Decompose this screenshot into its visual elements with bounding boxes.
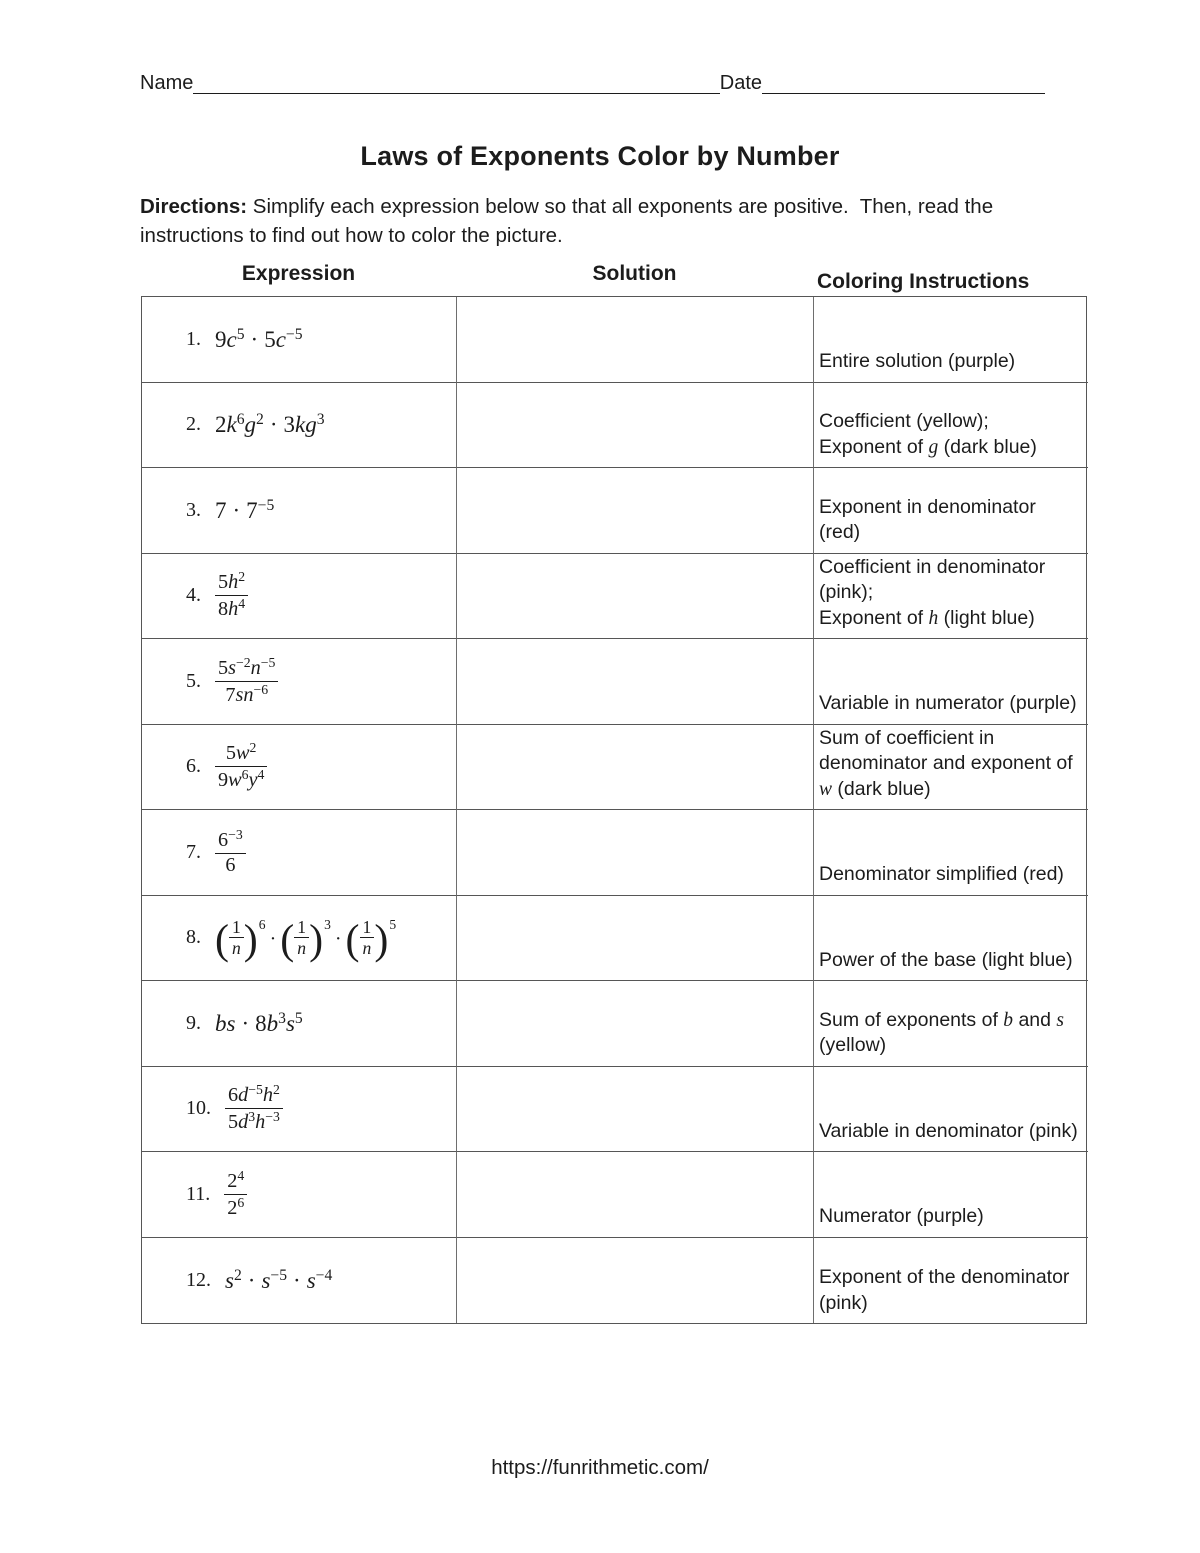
fraction-numerator [215, 655, 278, 681]
problem-number: 12. [186, 1268, 211, 1291]
parenthesized-group [345, 916, 397, 963]
expression-cell [142, 383, 457, 469]
expression-cell [142, 810, 457, 896]
exponent: 2 [256, 411, 264, 429]
exponent: −4 [315, 1266, 333, 1284]
worksheet-table [141, 296, 1087, 1324]
text-run: (dark blue) [938, 435, 1037, 458]
fraction-numerator [215, 569, 248, 595]
expression-math [215, 740, 267, 793]
exponent: 6 [236, 411, 245, 429]
directions [140, 192, 1050, 250]
italic-variable: c [275, 326, 286, 352]
fraction-denominator [215, 595, 248, 622]
italic-variable: s [261, 1267, 271, 1293]
problem-number: 6. [186, 755, 201, 778]
text-run: Exponent of [819, 606, 929, 629]
italic-variable: b [1003, 1009, 1014, 1031]
text-run: 5 [218, 656, 229, 679]
exponent: 2 [233, 1266, 242, 1284]
exponent: −3 [265, 1109, 280, 1125]
footer-url: https://funrithmetic.com/ [491, 1456, 709, 1479]
multiplication-dot: · [247, 1267, 256, 1293]
problem-number: 1. [186, 327, 201, 350]
text-run: 6 [218, 828, 229, 851]
italic-variable: n [243, 683, 254, 706]
expression-math [215, 569, 248, 622]
text-run: 8 [218, 598, 229, 621]
fraction-denominator [215, 681, 278, 708]
fraction [224, 1168, 247, 1221]
expression-math [225, 1267, 332, 1294]
text-run: 5 [218, 571, 229, 594]
coloring-instruction-cell [814, 297, 1088, 383]
text-run: 7 [246, 497, 258, 523]
exponent: 3 [316, 411, 325, 429]
text-run: Coefficient (yellow); [819, 410, 989, 433]
fraction-numerator [224, 1168, 247, 1194]
text-run: Denominator simplified (red) [819, 863, 1064, 886]
fraction-numerator [215, 827, 246, 853]
coloring-instruction-cell [814, 896, 1088, 982]
solution-cell [457, 383, 814, 469]
parenthesized-group [280, 916, 331, 963]
exponent: −3 [228, 826, 243, 842]
fraction-denominator [360, 937, 375, 959]
text-run: Exponent of the denominator (pink) [819, 1266, 1070, 1314]
text-run: Variable in numerator (purple) [819, 692, 1077, 715]
name-blank-line [193, 84, 719, 94]
page-title: Laws of Exponents Color by Number [360, 141, 840, 171]
expression-cell [142, 725, 457, 811]
exponent: 2 [238, 569, 246, 585]
parenthesized-group [215, 916, 266, 963]
fraction-numerator [360, 917, 375, 938]
problem-number: 2. [186, 413, 201, 436]
exponent: 6 [237, 1194, 245, 1210]
expression-math [215, 497, 274, 524]
coloring-instruction-text [819, 1265, 1080, 1316]
multiplication-dot: · [269, 412, 278, 438]
expression-cell [142, 639, 457, 725]
italic-variable: b [215, 1010, 227, 1036]
italic-variable: n [297, 938, 307, 959]
coloring-instruction-cell [814, 725, 1088, 811]
group-exponent: 3 [324, 916, 331, 932]
right-paren: ) [309, 916, 324, 963]
exponent: 4 [257, 767, 265, 783]
solution-cell [457, 1067, 814, 1153]
expression-math [225, 1082, 283, 1135]
italic-variable: s [306, 1267, 316, 1293]
fraction-denominator [215, 853, 246, 878]
group-exponent: 6 [258, 916, 266, 932]
italic-variable: g [244, 412, 257, 438]
italic-variable: h [228, 598, 239, 621]
coloring-instruction-cell [814, 383, 1088, 469]
coloring-instruction-text [819, 1008, 1080, 1059]
coloring-instruction-text [819, 691, 1077, 716]
problem-number: 4. [186, 584, 201, 607]
expression-cell [142, 981, 457, 1067]
solution-cell [457, 1238, 814, 1324]
text-run: Sum of coefficient in denominator and exponent of [819, 726, 1073, 775]
italic-variable: k [226, 412, 237, 438]
fraction-denominator [225, 1108, 283, 1135]
solution-cell [457, 725, 814, 811]
fraction [229, 917, 244, 960]
italic-variable: g [928, 436, 939, 458]
expression-cell [142, 1238, 457, 1324]
italic-variable: s [228, 656, 236, 679]
solution-cell [457, 896, 814, 982]
expression-math [215, 326, 303, 353]
italic-variable: c [226, 326, 237, 352]
coloring-instruction-cell [814, 554, 1088, 640]
text-run: (yellow) [819, 1034, 887, 1057]
directions-line1: Simplify each expression below so that all exponents are positive. Then, read the [247, 195, 994, 218]
italic-variable: b [266, 1010, 279, 1036]
fraction-numerator [229, 917, 244, 938]
text-run: 8 [255, 1010, 267, 1036]
coloring-instruction-cell [814, 468, 1088, 554]
italic-variable: s [1056, 1009, 1064, 1031]
solution-cell [457, 639, 814, 725]
fraction [225, 1082, 283, 1135]
fraction-numerator [225, 1082, 283, 1108]
expression-math [215, 655, 278, 708]
coloring-instruction-text [819, 726, 1080, 802]
problem-number: 8. [186, 926, 201, 949]
exponent: −5 [270, 1266, 288, 1284]
fraction [215, 569, 248, 622]
exponent: 2 [273, 1082, 280, 1098]
solution-cell [457, 468, 814, 554]
text-run: Exponent of [819, 435, 929, 458]
directions-line2: instructions to find out how to color the picture. [140, 224, 563, 248]
text-run: 7 [215, 497, 227, 523]
solution-cell [457, 297, 814, 383]
coloring-instruction-text [819, 349, 1015, 374]
italic-variable: s [235, 683, 244, 706]
text-run: 6 [225, 853, 236, 876]
italic-variable: n [232, 938, 241, 959]
column-header-coloring-instructions: Coloring Instructions [817, 270, 1030, 293]
solution-cell [457, 810, 814, 896]
italic-variable: d [238, 1084, 249, 1107]
text-run: 5 [225, 742, 237, 765]
fraction [360, 917, 375, 960]
fraction [294, 917, 309, 960]
expression-cell [142, 468, 457, 554]
fraction-numerator [294, 917, 309, 938]
problem-number: 3. [186, 498, 201, 521]
directions-label: Directions: [140, 195, 248, 218]
coloring-instruction-text [819, 948, 1073, 973]
column-header-solution: Solution [592, 262, 677, 285]
date-blank-line [762, 84, 1045, 94]
problem-number: 5. [186, 669, 201, 692]
coloring-instruction-text [819, 555, 1080, 631]
text-run: 6 [228, 1084, 239, 1107]
exponent: −2 [236, 654, 251, 670]
expression-math [215, 916, 397, 963]
text-run: 1 [362, 916, 372, 937]
italic-variable: h [228, 571, 239, 594]
exponent: −5 [248, 1082, 263, 1098]
right-paren: ) [374, 916, 389, 963]
name-label: Name [140, 72, 194, 94]
coloring-instruction-text [819, 495, 1080, 546]
expression-math [215, 827, 246, 878]
expression-cell [142, 1152, 457, 1238]
text-run: Numerator (purple) [819, 1205, 984, 1228]
solution-cell [457, 1152, 814, 1238]
coloring-instruction-cell [814, 1067, 1088, 1153]
fraction [215, 740, 267, 793]
text-run: 3 [283, 412, 296, 438]
italic-variable: w [819, 778, 833, 800]
italic-variable: y [248, 769, 258, 792]
expression-cell [142, 896, 457, 982]
multiplication-dot: · [250, 326, 259, 352]
coloring-instruction-cell [814, 1238, 1088, 1324]
text-run: Sum of exponents of [819, 1008, 1004, 1031]
fraction [215, 827, 246, 878]
fraction [215, 655, 278, 708]
text-run: 5 [264, 326, 276, 352]
date-label: Date [719, 72, 762, 94]
italic-variable: h [928, 607, 939, 629]
text-run: Coefficient in denominator (pink); [819, 555, 1046, 604]
expression-math [224, 1168, 247, 1221]
column-header-expression: Expression [241, 262, 356, 285]
exponent: 5 [236, 325, 245, 343]
right-paren: ) [243, 916, 258, 963]
italic-variable: n [250, 656, 261, 679]
exponent: −5 [257, 496, 275, 514]
expression-math [215, 1010, 303, 1037]
multiplication-dot: · [232, 497, 241, 523]
coloring-instruction-cell [814, 810, 1088, 896]
text-run: Exponent in denominator (red) [819, 495, 1036, 544]
italic-variable: w [228, 769, 242, 792]
text-run: Power of the base (light blue) [819, 948, 1073, 971]
coloring-instruction-text [819, 409, 1037, 460]
coloring-instruction-text [819, 1204, 984, 1229]
text-run: 9 [215, 326, 227, 352]
text-run: 7 [225, 683, 236, 706]
expression-cell [142, 1067, 457, 1153]
italic-variable: h [255, 1111, 266, 1134]
expression-cell [142, 297, 457, 383]
multiplication-dot: · [269, 927, 277, 950]
italic-variable: d [238, 1111, 249, 1134]
exponent: 6 [241, 767, 249, 783]
coloring-instruction-text [819, 862, 1064, 887]
fraction-denominator [229, 937, 244, 959]
italic-variable: h [262, 1084, 274, 1107]
exponent: −6 [253, 681, 269, 697]
text-run: 2 [215, 412, 227, 438]
italic-variable: s [285, 1010, 295, 1036]
italic-variable: s [226, 1010, 236, 1036]
fraction-numerator [215, 740, 267, 766]
fraction-denominator [215, 766, 267, 793]
name-date-row [140, 72, 1045, 96]
italic-variable: n [362, 938, 372, 959]
group-exponent: 5 [389, 916, 397, 932]
text-run: (dark blue) [832, 777, 931, 800]
exponent: 3 [278, 1009, 286, 1027]
text-run: 1 [232, 916, 241, 937]
exponent: −5 [260, 654, 276, 670]
text-run: 5 [228, 1111, 239, 1134]
text-run: Variable in denominator (pink) [819, 1119, 1078, 1142]
coloring-instruction-cell [814, 1152, 1088, 1238]
problem-number: 9. [186, 1011, 201, 1034]
coloring-instruction-text [819, 1119, 1078, 1144]
exponent: 2 [249, 740, 257, 756]
solution-cell [457, 554, 814, 640]
exponent: 4 [237, 1167, 245, 1183]
coloring-instruction-cell [814, 981, 1088, 1067]
fraction-denominator [224, 1194, 247, 1221]
italic-variable: g [305, 412, 317, 438]
italic-variable: k [295, 412, 306, 438]
text-run: Entire solution (purple) [819, 350, 1016, 373]
problem-number: 7. [186, 840, 201, 863]
text-run: 2 [227, 1169, 238, 1192]
expression-math [215, 411, 325, 438]
text-run: 2 [227, 1196, 238, 1219]
text-run: (light blue) [938, 606, 1035, 629]
table-column-headers [141, 262, 1087, 293]
text-run: 9 [218, 769, 229, 792]
left-paren: ( [345, 916, 360, 963]
problem-number: 10. [186, 1097, 211, 1120]
coloring-instruction-cell [814, 639, 1088, 725]
exponent: 3 [248, 1109, 256, 1125]
italic-variable: w [236, 742, 250, 765]
italic-variable: s [225, 1267, 234, 1293]
solution-cell [457, 981, 814, 1067]
multiplication-dot: · [241, 1010, 250, 1036]
text-run: and [1013, 1008, 1057, 1031]
left-paren: ( [280, 916, 295, 963]
fraction-denominator [294, 937, 309, 959]
problem-number: 11. [186, 1182, 211, 1205]
text-run: 1 [297, 916, 307, 937]
multiplication-dot: · [334, 927, 342, 950]
left-paren: ( [215, 916, 229, 963]
expression-cell [142, 554, 457, 640]
multiplication-dot: · [293, 1267, 301, 1293]
exponent: 5 [294, 1009, 303, 1027]
exponent: −5 [285, 325, 303, 343]
exponent: 4 [238, 596, 246, 612]
